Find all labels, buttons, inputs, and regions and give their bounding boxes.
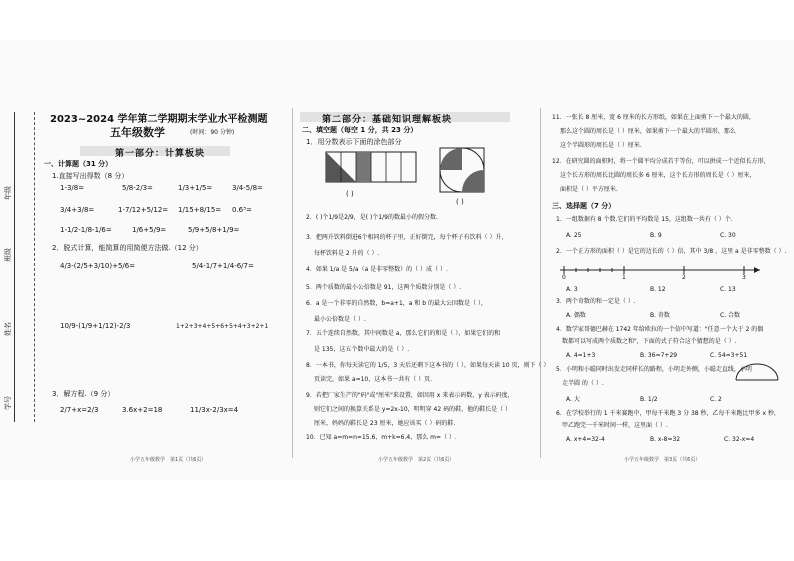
choice-option[interactable]: B. x-8=32: [650, 436, 681, 443]
choice-3: 3．两个奇数的和一定是（ ）.: [556, 298, 636, 305]
number-line-label: 3: [742, 274, 746, 281]
choice-option[interactable]: A. x+4=32-4: [566, 436, 605, 443]
q-fill-11c: 这个半圆形的周长是（ ）厘米.: [560, 142, 642, 149]
choice-option[interactable]: C. 54=3+51: [710, 352, 748, 359]
q-fill-8b: 页读完，如果 a=10，这本书一共有（ ）页.: [314, 376, 433, 383]
q-fill-12c: 面积是（ ）平方厘米.: [560, 186, 618, 193]
answer-paren: ( ): [456, 198, 464, 206]
direct-item: 1-3/8=: [60, 184, 85, 192]
section-calc-heading: 一、计算题（31 分）: [44, 160, 113, 168]
part-two-heading: 第二部分：基础知识理解板块: [322, 115, 453, 125]
q-fill-5: 5．两个质数的最小公倍数是 91，这两个质数分别是（ ）.: [306, 284, 462, 291]
equation-item: 3.6x+2=18: [122, 406, 163, 414]
q-direct-answer: 1.直接写出得数（8 分）: [52, 172, 129, 180]
q-fill-2: 2．( )个1/9是2/9，是( )个1/9的数最小的假分数.: [306, 214, 438, 221]
direct-item: 3/4+3/8=: [60, 206, 95, 214]
choice-option[interactable]: A. 大: [566, 396, 580, 403]
section-choice-heading: 三、选择题（7 分）: [552, 202, 616, 210]
q-fill-8: 8．一本书，你每天读它的 1/5，3 天后还剩下这本书的（ ），如果每天读 10 页，则下（ ）: [306, 362, 550, 369]
direct-item: 1-7/12+5/12=: [118, 206, 169, 214]
choice-option[interactable]: C. 30: [720, 232, 736, 239]
choice-5b: 走半圆 的（ ）.: [562, 380, 604, 387]
direct-item: 1/15+8/15=: [178, 206, 222, 214]
q-fill-7b: 是 135，这五个数中最大的是（ ）.: [314, 346, 410, 353]
choice-1: 1．一组数据有 8 个数.它们的平均数是 15，这组数一共有（ ）个.: [556, 216, 733, 223]
direct-item: 3/4-5/8=: [232, 184, 263, 192]
number-line-label: 0: [562, 274, 566, 281]
choice-4b: 数都可以写成两个质数之和"，下面的式子符合这个猜想的是（ ）.: [562, 338, 737, 345]
section-fill-heading: 二、填空题（每空 1 分，共 23 分）: [302, 126, 418, 134]
choice-6b: 甲乙跑完一千米时间一样，这里面（ ）.: [562, 422, 668, 429]
shaded-rectangle-figure: [326, 152, 416, 184]
q-fill-6: 6．a 是一个非零的自然数，b=a+1，a 和 b 的最大公因数是（ ），: [306, 300, 487, 307]
choice-option[interactable]: B. 奇数: [650, 312, 670, 319]
q-fill-3b: 每杯饮料是 2 升的（ ）.: [314, 250, 380, 257]
q-fill-9b: 则它们之间的换算关系是 y=2x-10，明明穿 42 码的鞋，他的鞋长是（ ）: [314, 406, 512, 413]
choice-option[interactable]: A. 3: [566, 286, 578, 293]
page-footer: 小学五年级数学 第1页（共6页）: [130, 457, 207, 463]
side-label-class: 班级: [4, 248, 12, 262]
exam-title: 2023~2024 学年第二学期期末学业水平检测题: [50, 114, 268, 125]
choice-4: 4．数学家哥德巴赫在 1742 年给欧拉的一个信中写道："任意一个大于 2 的偶: [556, 326, 764, 333]
calc-item: 10/9-(1/9+1/12)-2/3: [60, 322, 131, 330]
side-label-grade: 年级: [4, 186, 12, 200]
direct-item: 0.6³=: [232, 206, 252, 214]
choice-option[interactable]: A. 偶数: [566, 312, 586, 319]
choice-option[interactable]: B. 12: [650, 286, 666, 293]
choice-2: 2．一个正方形的面积（ ）是它的边长的（ ）倍，其中 3/8 ，这里 a 是非零整数（ ）.: [556, 248, 787, 255]
direct-item: 1/3+1/5=: [178, 184, 213, 192]
side-label-name: 姓名: [4, 322, 12, 336]
q-fill-9: 9．若把厂家生产的"码"或"厘米"来设置，如因用 x 来表示码数，y 表示码度，: [306, 392, 514, 399]
exam-time: (时间：90 分钟): [190, 129, 235, 136]
choice-option[interactable]: B. 1/2: [640, 396, 658, 403]
choice-option[interactable]: C. 2: [710, 396, 722, 403]
equation-item: 11/3x-2/3x=4: [190, 406, 239, 414]
side-label-number: 学号: [4, 396, 12, 410]
number-line-label: 2: [682, 274, 686, 281]
direct-item: 1/6+5/9=: [132, 226, 167, 234]
q-fill-12: 12．在研究圆的面积时，将一个圆平均分成若干等份，可以拼成一个近似长方形，: [552, 158, 770, 165]
calc-item: 4/3-(2/5+3/10)+5/6=: [60, 262, 136, 270]
q-fill-6b: 最小公倍数是（ ）.: [314, 316, 366, 323]
page-footer: 小学五年级数学 第2页（共6页）: [378, 457, 455, 463]
q-fill-3: 3．把两升饮料倒进6个相同的杯子里，正好倒完，每个杯子有饮料（ ）升，: [306, 234, 508, 241]
choice-option[interactable]: C. 13: [720, 286, 736, 293]
q-fill-4: 4．如果 1/a 是 5/a（a 是非零整数）的（ ）成（ ）.: [306, 266, 448, 273]
calc-item: 1+2+3+4+5+6+5+4+3+2+1: [176, 323, 269, 330]
q-fill-12b: 这个长方形的周长比圆的周长多 6 厘米，这个长方形的周长是（ ）厘米，: [560, 172, 756, 179]
q-fill-11b: 那么这个圆的周长是（ ）厘米，如果剪下一个最大的半圆形，那么: [560, 128, 736, 135]
q-fill-9c: 厘米，妈妈的鞋长是 23 厘米，她应该买（ ）码的鞋.: [314, 420, 456, 427]
answer-paren: ( ): [346, 190, 354, 198]
direct-item: 5/8-2/3=: [122, 184, 153, 192]
choice-option[interactable]: C. 32-x=4: [724, 436, 755, 443]
choice-option[interactable]: B. 9: [650, 232, 662, 239]
direct-item: 1-1/2-1/8-1/6=: [60, 226, 112, 234]
choice-option[interactable]: A. 25: [566, 232, 582, 239]
direct-item: 5/9+5/8+1/9=: [188, 226, 240, 234]
square-arc-figure: [438, 146, 488, 194]
q-fill-7: 7．五个连续自然数，其中间数是 a，那么它们的和是（ ），如果它们的和: [306, 330, 501, 337]
choice-6: 6．在学校举行的 1 千米赛跑中，甲每千米跑 3 分 38 秒，乙每千米跑比甲多 x 秒，: [556, 410, 780, 417]
choice-5: 5．小明和小聪同时出发走同样长的路程，小明走外侧，小聪走直线，小明: [556, 366, 752, 373]
number-line-label: 1: [622, 274, 626, 281]
q-fill-10: 10．已知 a=m=n=15.6，m+k=6.4，那么 m=（ ）.: [306, 434, 457, 441]
page-footer: 小学五年级数学 第3页（共6页）: [624, 457, 701, 463]
q-fill-11: 11．一张长 8 厘米，宽 6 厘米的长方形纸，如果在上面剪下一个最大的圆，: [552, 114, 755, 121]
part-one-heading: 第一部分：计算板块: [115, 149, 206, 159]
calc-item: 5/4-1/7+1/4-6/7=: [192, 262, 254, 270]
exam-subject: 五年级数学: [110, 126, 165, 139]
q-equation: 3．解方程.（9 分）: [52, 390, 115, 398]
choice-option[interactable]: C. 合数: [720, 312, 741, 319]
q-stepwise: 2．脱式计算，能简算的用简便方法做.（12 分）: [52, 244, 203, 252]
choice-option[interactable]: A. 4=1+3: [566, 352, 596, 359]
binding-line: [14, 112, 15, 422]
q-fill-1: 1．用分数表示下面的涂色部分: [306, 138, 402, 146]
semicircle-path-figure: [734, 362, 780, 382]
seal-line: [34, 112, 35, 422]
equation-item: 2/7+x=2/3: [60, 406, 99, 414]
page-divider: [540, 108, 541, 458]
choice-option[interactable]: B. 36=7+29: [640, 352, 678, 359]
number-line-figure: [560, 262, 760, 278]
page-divider: [292, 108, 293, 458]
